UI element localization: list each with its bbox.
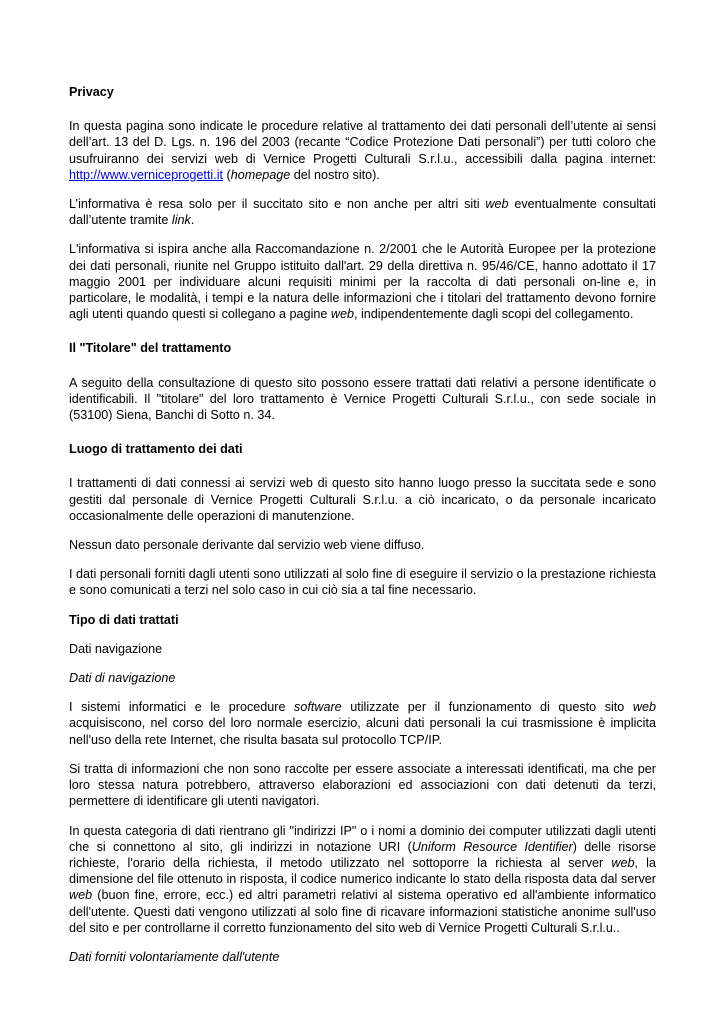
text: del nostro sito).	[290, 167, 380, 182]
text: eventualmente consultati dall’utente tramite	[69, 197, 656, 228]
emphasis: web	[330, 307, 354, 322]
heading-tipo-dati: Tipo di dati trattati	[69, 612, 179, 627]
paragraph-raccomandazione	[69, 241, 656, 322]
text: (	[223, 167, 231, 182]
heading-luogo: Luogo di trattamento dei dati	[69, 442, 243, 457]
text: ) delle risorse richieste, l'orario della richiesta, il metodo utilizzato nel sottoporre la richiesta al server	[69, 839, 656, 870]
text: , indipendentemente dagli scopi del collegamento.	[353, 307, 634, 322]
heading-titolare: Il "Titolare" del trattamento	[69, 341, 232, 356]
paragraph-luogo-2: Nessun dato personale derivante dal servizio web viene diffuso.	[69, 538, 425, 553]
text: , la dimensione del file ottenuto in risposta, il codice numerico indicante lo stato della risposta data dal server	[69, 855, 656, 887]
emphasis: web	[611, 855, 635, 870]
emphasis: Dati di navigazione	[69, 671, 176, 686]
subheading-dati-navigazione: Dati navigazione	[69, 641, 163, 656]
paragraph-luogo-1: I trattamenti di dati connessi ai servizi web di questo sito hanno luogo presso la succitata sede e sono gestiti dal personale di Vernice Progetti Culturali S.r.l.u. a ciò incaricato, o da personale incaricato occasionalmente delle operazioni di manutenzione.	[69, 476, 656, 523]
emphasis: Uniform Resource Identifier	[411, 839, 573, 854]
emphasis: Dati forniti volontariamente dall'utente	[69, 949, 280, 964]
text: L'informativa si ispira anche alla Raccomandazione n. 2/2001 che le Autorità Europee per la protezione dei dati personali, riunite nel Gruppo istituito dall'art. 29 della direttiva n. 95/46/CE, hanno adottato il 17 maggio 2001 per individuare alcuni requisiti minimi per la raccolta di dati personali on-line e, in particolare, le modalità, i tempi e la natura delle informazioni che i titolari del trattamento devono fornire agli utenti quando questi si collegano a pagine	[69, 242, 656, 322]
text: I sistemi informatici e le procedure	[69, 700, 295, 715]
emphasis: software	[294, 700, 342, 715]
paragraph-sistemi-informatici	[69, 699, 656, 748]
paragraph-luogo-3: I dati personali forniti dagli utenti sono utilizzati al solo fine di eseguire il servizio o la prestazione richiesta e sono comunicati a terzi nel solo caso in cui ciò sia a tal fine necessario.	[69, 567, 656, 598]
heading-privacy: Privacy	[69, 85, 114, 99]
text: acquisiscono, nel corso del loro normale esercizio, alcuni dati personali la cui trasmissione è implicita nell'uso della rete Internet, che risulta basata sul protocollo TCP/IP.	[69, 716, 656, 747]
emphasis: web	[69, 888, 93, 903]
paragraph-titolare: A seguito della consultazione di questo sito possono essere trattati dati relativi a persone identificate o identificabili. Il "titolare" del loro trattamento è Vernice Progetti Culturali S.r.l.u., con sede sociale in (53100) Siena, Banchi di Sotto n. 34.	[69, 375, 656, 423]
emphasis: web	[632, 700, 656, 715]
paragraph-categoria-dati	[69, 823, 656, 936]
paragraph-privacy-intro	[69, 118, 656, 183]
paragraph-informativa-scope	[69, 196, 656, 228]
paragraph-informazioni: Si tratta di informazioni che non sono raccolte per essere associate a interessati identificati, ma che per loro stessa natura potrebbero, attraverso elaborazioni ed associazioni con dati detenuti da terzi, permettere di identificare gli utenti navigatori.	[69, 761, 656, 809]
subheading-dati-di-navigazione	[69, 670, 656, 686]
website-link[interactable]: http://www.verniceprogetti.it	[69, 167, 223, 182]
text: In questa categoria di dati rientrano gli "indirizzi IP" o i nomi a dominio dei computer utilizzati dagli utenti che si connettono al sito, gli indirizzi in notazione URI (	[69, 823, 656, 854]
text: (buon fine, errore, ecc.) ed altri parametri relativi al sistema operativo ed all'ambiente informatico dell'utente. Questi dati vengono utilizzati al solo fine di ricavare informazioni statistiche anonime sull'uso del sito e per controllarne il corretto funzionamento del sito web di Vernice Progetti Culturali S.r.l.u..	[69, 888, 656, 935]
emphasis: link	[171, 213, 191, 228]
text: In questa pagina sono indicate le procedure relative al trattamento dei dati personali dell’utente ai sensi dell’art. 13 del D. Lgs. n. 196 del 2003 (recante “Codice Protezione Dati personali”) per tutti coloro che usufruiranno dei servizi web di Vernice Progetti Culturali S.r.l.u., accessibili dalla pagina internet:	[69, 119, 656, 166]
document-page	[69, 84, 656, 965]
text: L’informativa è resa solo per il succitato sito e non anche per altri siti	[69, 197, 486, 212]
text: .	[190, 213, 195, 228]
subheading-dati-forniti	[69, 949, 656, 965]
text: utilizzate per il funzionamento di questo sito	[341, 700, 633, 715]
emphasis: homepage	[230, 167, 291, 182]
emphasis: web	[485, 197, 509, 212]
